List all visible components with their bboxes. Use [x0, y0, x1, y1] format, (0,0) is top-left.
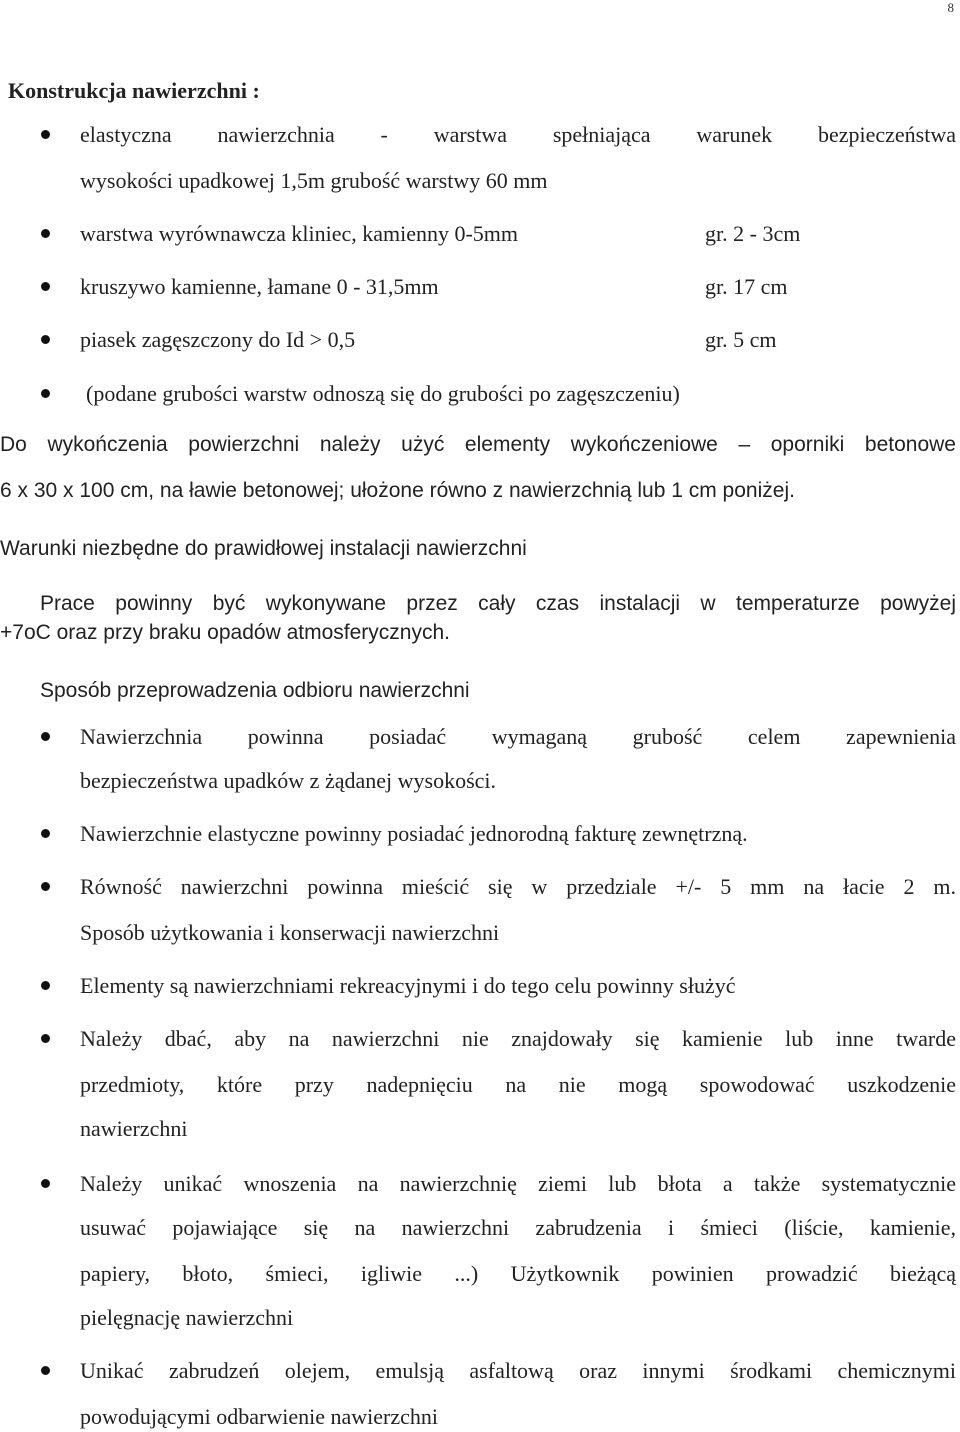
page-number: 8 — [947, 0, 954, 15]
conditions-line-2: +7oC oraz przy braku opadów atmosferycznych. — [0, 621, 450, 644]
acceptance-item-1-line-1: Nawierzchnia powinna posiadać wymaganą grubość celem zapewnienia — [80, 724, 956, 749]
bullet-icon — [41, 229, 50, 238]
layer-label-1: warstwa wyrównawcza kliniec, kamienny 0-5mm — [80, 221, 519, 246]
elastic-surface-line-1: elastyczna nawierzchnia - warstwa spełniająca warunek bezpieczeństwa — [80, 122, 956, 147]
use-item-3-line-4: pielęgnację nawierzchni — [80, 1305, 294, 1330]
bullet-icon — [41, 981, 50, 990]
finishing-line-2: 6 x 30 x 100 cm, na ławie betonowej; ułożone równo z nawierzchnią lub 1 cm poniżej. — [0, 479, 795, 502]
acceptance-item-1-line-2: bezpieczeństwa upadków z żądanej wysokości. — [80, 768, 497, 793]
bullet-icon — [41, 389, 50, 398]
layer-thickness-1: gr. 2 - 3cm — [705, 221, 801, 246]
thickness-note: (podane grubości warstw odnoszą się do grubości po zagęszczeniu) — [86, 381, 680, 406]
layer-label-3: piasek zagęszczony do Id > 0,5 — [80, 327, 356, 352]
bullet-icon — [41, 282, 50, 291]
layer-label-2: kruszywo kamienne, łamane 0 - 31,5mm — [80, 274, 439, 299]
use-item-3-line-1: Należy unikać wnoszenia na nawierzchnię ziemi lub błota a także systematycznie — [80, 1171, 956, 1196]
acceptance-item-2: Nawierzchnie elastyczne powinny posiadać jednorodną fakturę zewnętrzną. — [80, 821, 748, 846]
layer-thickness-2: gr. 17 cm — [705, 274, 788, 299]
use-item-4-line-1: Unikać zabrudzeń olejem, emulsją asfaltową oraz innymi środkami chemicznymi — [80, 1358, 956, 1383]
acceptance-item-3: Równość nawierzchni powinna mieścić się w przedziale +/- 5 mm na łacie 2 m. — [80, 874, 956, 899]
use-item-3-line-3: papiery, błoto, śmieci, igliwie ...) Użytkownik powinien prowadzić bieżącą — [80, 1261, 956, 1286]
construction-heading: Konstrukcja nawierzchni : — [8, 78, 260, 103]
use-item-4-line-2: powodującymi odbarwienie nawierzchni — [80, 1404, 438, 1429]
finishing-line-1: Do wykończenia powierzchni należy użyć elementy wykończeniowe – oporniki betonowe — [0, 433, 956, 456]
conditions-heading: Warunki niezbędne do prawidłowej instalacji nawierzchni — [0, 537, 527, 560]
bullet-icon — [41, 732, 50, 741]
use-item-3-line-2: usuwać pojawiające się na nawierzchni zabrudzenia i śmieci (liście, kamienie, — [80, 1215, 956, 1240]
bullet-icon — [41, 1366, 50, 1375]
use-heading: Sposób użytkowania i konserwacji nawierzchni — [80, 920, 500, 945]
acceptance-heading: Sposób przeprowadzenia odbioru nawierzchni — [40, 679, 470, 702]
use-item-2-line-3: nawierzchni — [80, 1116, 188, 1141]
bullet-icon — [41, 1034, 50, 1043]
bullet-icon — [41, 1179, 50, 1188]
bullet-icon — [41, 829, 50, 838]
layer-thickness-3: gr. 5 cm — [705, 327, 777, 352]
elastic-surface-line-2: wysokości upadkowej 1,5m grubość warstwy 60 mm — [80, 168, 548, 193]
use-item-1: Elementy są nawierzchniami rekreacyjnymi i do tego celu powinny służyć — [80, 973, 736, 998]
bullet-icon — [41, 130, 50, 139]
bullet-icon — [41, 882, 50, 891]
conditions-line-1: Prace powinny być wykonywane przez cały czas instalacji w temperaturze powyżej — [40, 592, 956, 615]
use-item-2-line-2: przedmioty, które przy nadepnięciu na nie mogą spowodować uszkodzenie — [80, 1072, 956, 1097]
bullet-icon — [41, 335, 50, 344]
use-item-2-line-1: Należy dbać, aby na nawierzchni nie znajdowały się kamienie lub inne twarde — [80, 1026, 956, 1051]
